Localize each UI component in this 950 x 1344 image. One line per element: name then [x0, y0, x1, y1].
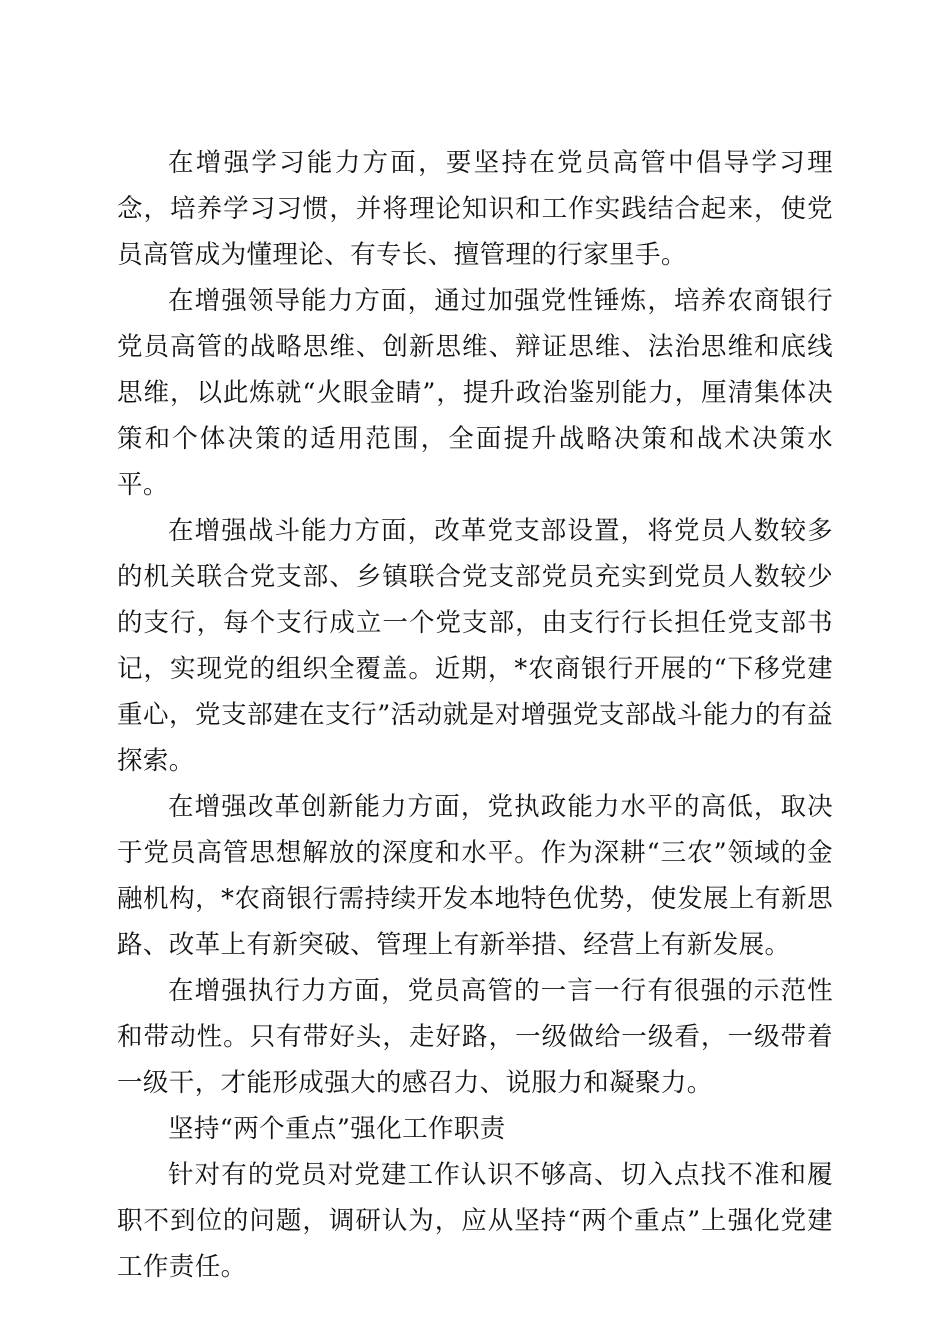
paragraph-execution-ability: 在增强执行力方面，党员高管的一言一行有很强的示范性和带动性。只有带好头，走好路，一级做给一级看，一级带着一级干，才能形成强大的感召力、说服力和凝聚力。: [117, 976, 833, 1098]
paragraph-learning-ability: 在增强学习能力方面，要坚持在党员高管中倡导学习理念，培养学习习惯，并将理论知识和工作实践结合起来，使党员高管成为懂理论、有专长、擅管理的行家里手。: [117, 148, 833, 270]
paragraph-leadership-ability: 在增强领导能力方面，通过加强党性锤炼，培养农商银行党员高管的战略思维、创新思维、辩证思维、法治思维和底线思维，以此炼就“火眼金睛”，提升政治鉴别能力，厘清集体决策和个体决策的适用范围，全面提升战略决策和战术决策水平。: [117, 286, 833, 500]
document-body: [117, 140, 833, 1290]
paragraph-closing: 针对有的党员对党建工作认识不够高、切入点找不准和履职不到位的问题，调研认为，应从坚持“两个重点”上强化党建工作责任。: [117, 1160, 833, 1282]
section-heading: 坚持“两个重点”强化工作职责: [168, 1114, 506, 1144]
paragraph-combat-ability: 在增强战斗能力方面，改革党支部设置，将党员人数较多的机关联合党支部、乡镇联合党支部党员充实到党员人数较少的支行，每个支行成立一个党支部，由支行行长担任党支部书记，实现党的组织全覆盖。近期，*农商银行开展的“下移党建重心，党支部建在支行”活动就是对增强党支部战斗能力的有益探索。: [117, 516, 833, 776]
paragraph-reform-innovation-ability: 在增强改革创新能力方面，党执政能力水平的高低，取决于党员高管思想解放的深度和水平。作为深耕“三农”领域的金融机构，*农商银行需持续开发本地特色优势，使发展上有新思路、改革上有新突破、管理上有新举措、经营上有新发展。: [117, 792, 833, 960]
